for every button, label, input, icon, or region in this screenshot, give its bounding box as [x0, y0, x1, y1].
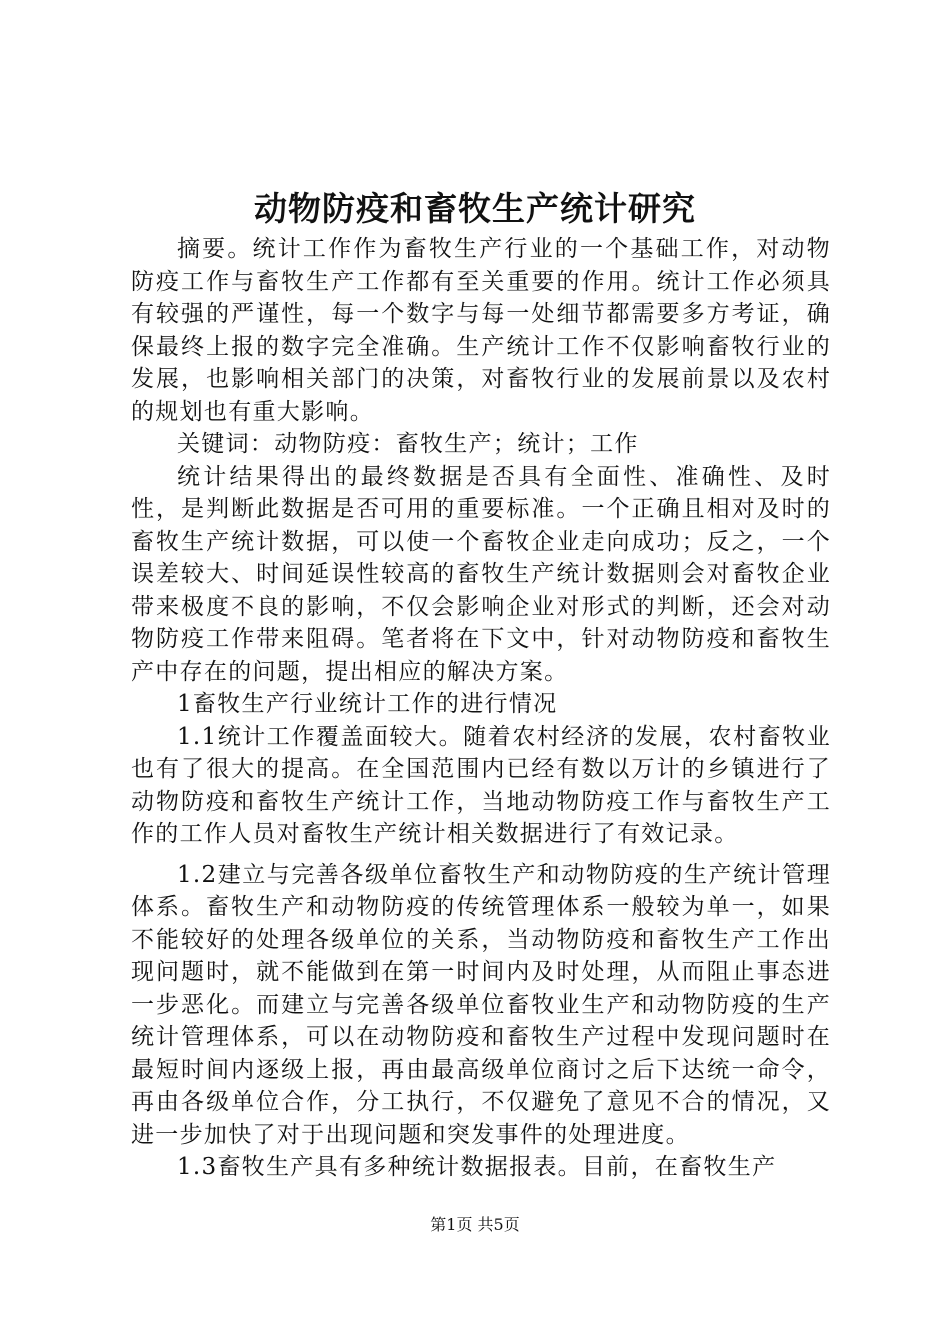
intro-paragraph: 统计结果得出的最终数据是否具有全面性、准确性、及时性，是判断此数据是否可用的重要标准。一个正确且相对及时的畜牧生产统计数据，可以使一个畜牧企业走向成功；反之，一个误差较大、时间延误性较高的畜牧生产统计数据则会对畜牧企业带来极度不良的影响，不仅会影响企业对形式的判断，还会对动物防疫工作带来阻碍。笔者将在下文中，针对动物防疫和畜牧生产中存在的问题，提出相应的解决方案。 — [131, 463, 831, 685]
subsection-paragraph-1-1: 1.1统计工作覆盖面较大。随着农村经济的发展，农村畜牧业也有了很大的提高。在全国范围内已经有数以万计的乡镇进行了动物防疫和畜牧生产统计工作，当地动物防疫工作与畜牧生产工作的工作人员对畜牧生产统计相关数据进行了有效记录。 — [131, 723, 831, 847]
subsection-paragraph-1-3: 1.3畜牧生产具有多种统计数据报表。目前，在畜牧生产 — [177, 1154, 777, 1180]
page-footer: 第1页 共5页 — [430, 1215, 520, 1234]
section-heading: 1畜牧生产行业统计工作的进行情况 — [177, 691, 558, 717]
keywords-paragraph: 关键词：动物防疫：畜牧生产；统计；工作 — [177, 431, 639, 457]
abstract-paragraph: 摘要。统计工作作为畜牧生产行业的一个基础工作，对动物防疫工作与畜牧生产工作都有至关重要的作用。统计工作必须具有较强的严谨性，每一个数字与每一处细节都需要多方考证，确保最终上报的数字完全准确。生产统计工作不仅影响畜牧行业的发展，也影响相关部门的决策，对畜牧行业的发展前景以及农村的规划也有重大影响。 — [131, 236, 831, 425]
document-body — [131, 233, 831, 1184]
subsection-paragraph-1-2: 1.2建立与完善各级单位畜牧生产和动物防疫的生产统计管理体系。畜牧生产和动物防疫的传统管理体系一般较为单一，如果不能较好的处理各级单位的关系，当动物防疫和畜牧生产工作出现问题时，就不能做到在第一时间内及时处理，从而阻止事态进一步恶化。而建立与完善各级单位畜牧业生产和动物防疫的生产统计管理体系，可以在动物防疫和畜牧生产过程中发现问题时在最短时间内逐级上报，再由最高级单位商讨之后下达统一命令，再由各级单位合作，分工执行，不仅避免了意见不合的情况，又进一步加快了对于出现问题和突发事件的处理进度。 — [131, 861, 831, 1148]
document-title: 动物防疫和畜牧生产统计研究 — [254, 189, 696, 228]
